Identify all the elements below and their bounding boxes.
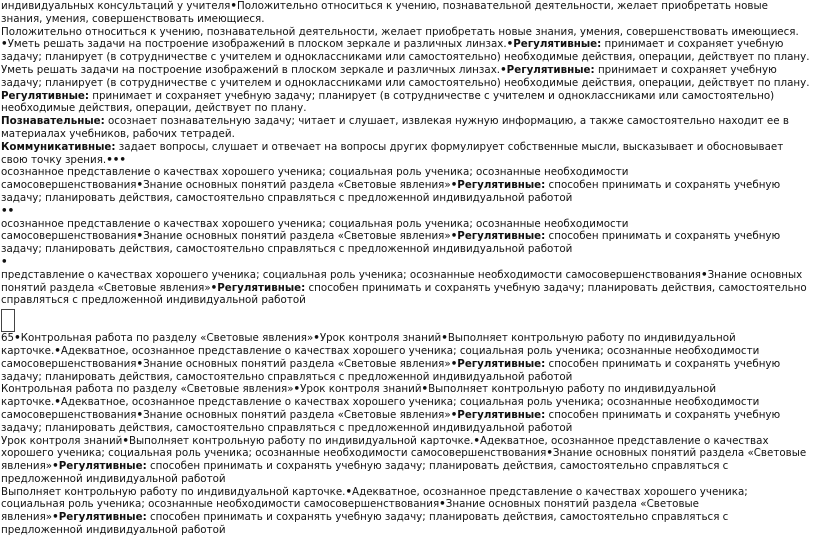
empty-table-cell-box <box>1 309 15 332</box>
paragraph-14 <box>0 383 812 434</box>
text-run: осознанное представление о качествах хорошего ученика; социальная роль ученика; осознанные необходимости самосовершенствования <box>1 166 629 192</box>
paragraph-9 <box>0 205 812 218</box>
paragraph-13 <box>0 332 812 383</box>
bold-run: • <box>136 357 144 370</box>
bold-run: • <box>473 434 481 447</box>
text-run: принимает и сохраняет учебную задачу; планирует (в сотрудничестве с учителем и одноклассниками или самостоятельно) необходимые действия, операции, действует по плану. <box>1 63 810 89</box>
text-run: Знание основных понятий раздела «Световые явления» <box>1 447 807 473</box>
paragraph-10 <box>0 218 812 256</box>
bold-run: •Регулятивные: <box>500 63 595 76</box>
paragraph-8 <box>0 166 812 204</box>
bold-run: Познавательные: <box>1 115 105 128</box>
bold-run: •Регулятивные: <box>506 38 602 51</box>
text-run: Адекватное, осознанное представление о качествах хорошего ученика; социальная роль ученика; осознанные необходимости самосовершенствования <box>1 485 748 511</box>
text-run: Уметь решать задачи на построение изображений в плоском зеркале и различных линзах. <box>7 38 507 51</box>
bold-run: ••• <box>106 153 126 166</box>
text-run: способен принимать и сохранять учебную задачу; планировать действия, самостоятельно справляться с предложенной индивидуальной работой <box>1 179 781 204</box>
paragraph-16 <box>0 486 812 537</box>
text-run: Выполняет контрольную работу по индивидуальной карточке. <box>128 434 474 447</box>
bold-run: • <box>421 383 429 396</box>
bold-run: •Регулятивные: <box>450 230 546 243</box>
text-run: способен принимать и сохранять учебную задачу; планировать действия, самостоятельно справляться с предложенной индивидуальной работой <box>1 281 807 307</box>
text-run: Знание основных понятий раздела «Световые явления» <box>143 408 451 421</box>
bold-run: • <box>546 447 553 460</box>
bold-run: • <box>122 434 129 447</box>
text-run: Знание основных понятий раздела «Световые явления» <box>143 357 451 370</box>
text-run: Урок контроля знаний <box>1 434 123 447</box>
text-run: Уметь решать задачи на построение изображений в плоском зеркале и различных линзах. <box>1 63 501 76</box>
text-run: 65 <box>1 332 15 345</box>
text-run: индивидуальных консультаций у учителя <box>1 0 231 12</box>
paragraph-12 <box>0 269 812 307</box>
text-run: способен принимать и сохранять учебную задачу; планировать действия, самостоятельно справляться с предложенной индивидуальной работой <box>1 357 781 383</box>
bold-run: • <box>313 332 320 345</box>
bold-run: • <box>439 498 446 511</box>
text-run: задает вопросы, слушает и отвечает на вопросы других формулирует собственные мысли, высказывает и обосновывает свою точку зрения. <box>1 140 784 166</box>
text-run: Контрольная работа по разделу «Световые явления» <box>20 332 314 345</box>
paragraph-4 <box>0 64 812 90</box>
bold-run: •Регулятивные: <box>450 357 546 370</box>
text-run: Контрольная работа по разделу «Световые явления» <box>1 383 294 396</box>
bold-run: • <box>1 38 8 51</box>
bold-run: •Регулятивные: <box>450 179 546 192</box>
text-run: представление о качествах хорошего ученика; социальная роль ученика; осознанные необходимости самосовершенствования <box>1 268 701 281</box>
bold-run: • <box>54 396 61 409</box>
paragraph-5 <box>0 90 812 116</box>
bold-run: • <box>136 179 144 192</box>
bold-run: Коммуникативные: <box>1 140 116 153</box>
text-run: Урок контроля знаний <box>300 383 422 396</box>
text-run: Знание основных понятий раздела «Световые явления» <box>143 179 451 192</box>
text-run: Адекватное, осознанное представление о качествах хорошего ученика; социальная роль ученика; осознанные необходимости самосовершенствования <box>1 396 760 421</box>
text-run: Знание основных понятий раздела «Световые явления» <box>1 268 803 294</box>
bold-run: Регулятивные: <box>1 89 90 102</box>
paragraph-11 <box>0 256 812 269</box>
paragraph-15 <box>0 435 812 486</box>
bold-run: • <box>700 268 708 281</box>
text-run: осознает познавательную задачу; читает и слушает, извлекая нужную информацию, а также самостоятельно находит ее в материалах учебников, рабочих тетрадей. <box>1 115 789 140</box>
paragraph-6 <box>0 115 812 141</box>
text-run: способен принимать и сохранять учебную задачу; планировать действия, самостоятельно справляться с предложенной индивидуальной работой <box>1 511 729 537</box>
text-run: Знание основных понятий раздела «Световые явления» <box>143 230 451 243</box>
bold-run: • <box>136 408 144 421</box>
text-run: осознанное представление о качествах хорошего ученика; социальная роль ученика; осознанные необходимости самосовершенствования <box>1 217 629 243</box>
bold-run: •Регулятивные: <box>52 460 147 473</box>
bold-run: •Регулятивные: <box>210 281 306 294</box>
paragraph-2 <box>0 26 812 39</box>
bold-run: • <box>441 332 448 345</box>
text-run: Положительно относиться к учению, познавательной деятельности, желает приобретать новые знания, умения, совершенствовать имеющиеся. <box>1 25 799 38</box>
text-run: способен принимать и сохранять учебную задачу; планировать действия, самостоятельно справляться с предложенной индивидуальной работой <box>1 408 781 434</box>
bold-run: •• <box>1 204 15 217</box>
text-run: принимает и сохраняет учебную задачу; планирует (в сотрудничестве с учителем и одноклассниками или самостоятельно) необходимые действия, операции, действует по плану. <box>1 38 810 64</box>
text-run: принимает и сохраняет учебную задачу; планирует (в сотрудничестве с учителем и одноклассниками или самостоятельно) необходимые действия, операции, действует по плану. <box>1 89 775 115</box>
paragraph-7 <box>0 141 812 167</box>
text-run: Выполняет контрольную работу по индивидуальной карточке. <box>1 383 717 409</box>
bold-run: •Регулятивные: <box>52 511 147 524</box>
bold-run: • <box>345 485 353 498</box>
text-run: Адекватное, осознанное представление о качествах хорошего ученика; социальная роль ученика; осознанные необходимости самосовершенствования <box>1 344 760 370</box>
text-run: Выполняет контрольную работу по индивидуальной карточке. <box>1 485 346 498</box>
bold-run: • <box>230 0 237 12</box>
text-run: способен принимать и сохранять учебную задачу; планировать действия, самостоятельно справляться с предложенной индивидуальной работой <box>1 230 781 256</box>
text-run: Адекватное, осознанное представление о качествах хорошего ученика; социальная роль ученика; осознанные необходимости самосовершенствования <box>1 434 769 460</box>
bold-run: • <box>136 230 144 243</box>
text-run: Положительно относиться к учению, познавательной деятельности, желает приобретать новые знания, умения, совершенствовать имеющиеся. <box>1 0 768 25</box>
text-run: Выполняет контрольную работу по индивидуальной карточке. <box>1 332 736 357</box>
bold-run: • <box>1 255 8 268</box>
text-run: Знание основных понятий раздела «Световые явления» <box>1 498 699 524</box>
text-run: Урок контроля знаний <box>319 332 442 345</box>
bold-run: • <box>54 344 61 357</box>
bold-run: • <box>293 383 301 396</box>
paragraph-1 <box>0 0 812 26</box>
bold-run: •Регулятивные: <box>450 408 546 421</box>
bold-run: • <box>14 332 21 345</box>
text-run: способен принимать и сохранять учебную задачу; планировать действия, самостоятельно справляться с предложенной индивидуальной работой <box>1 460 729 485</box>
paragraph-3 <box>0 38 812 64</box>
